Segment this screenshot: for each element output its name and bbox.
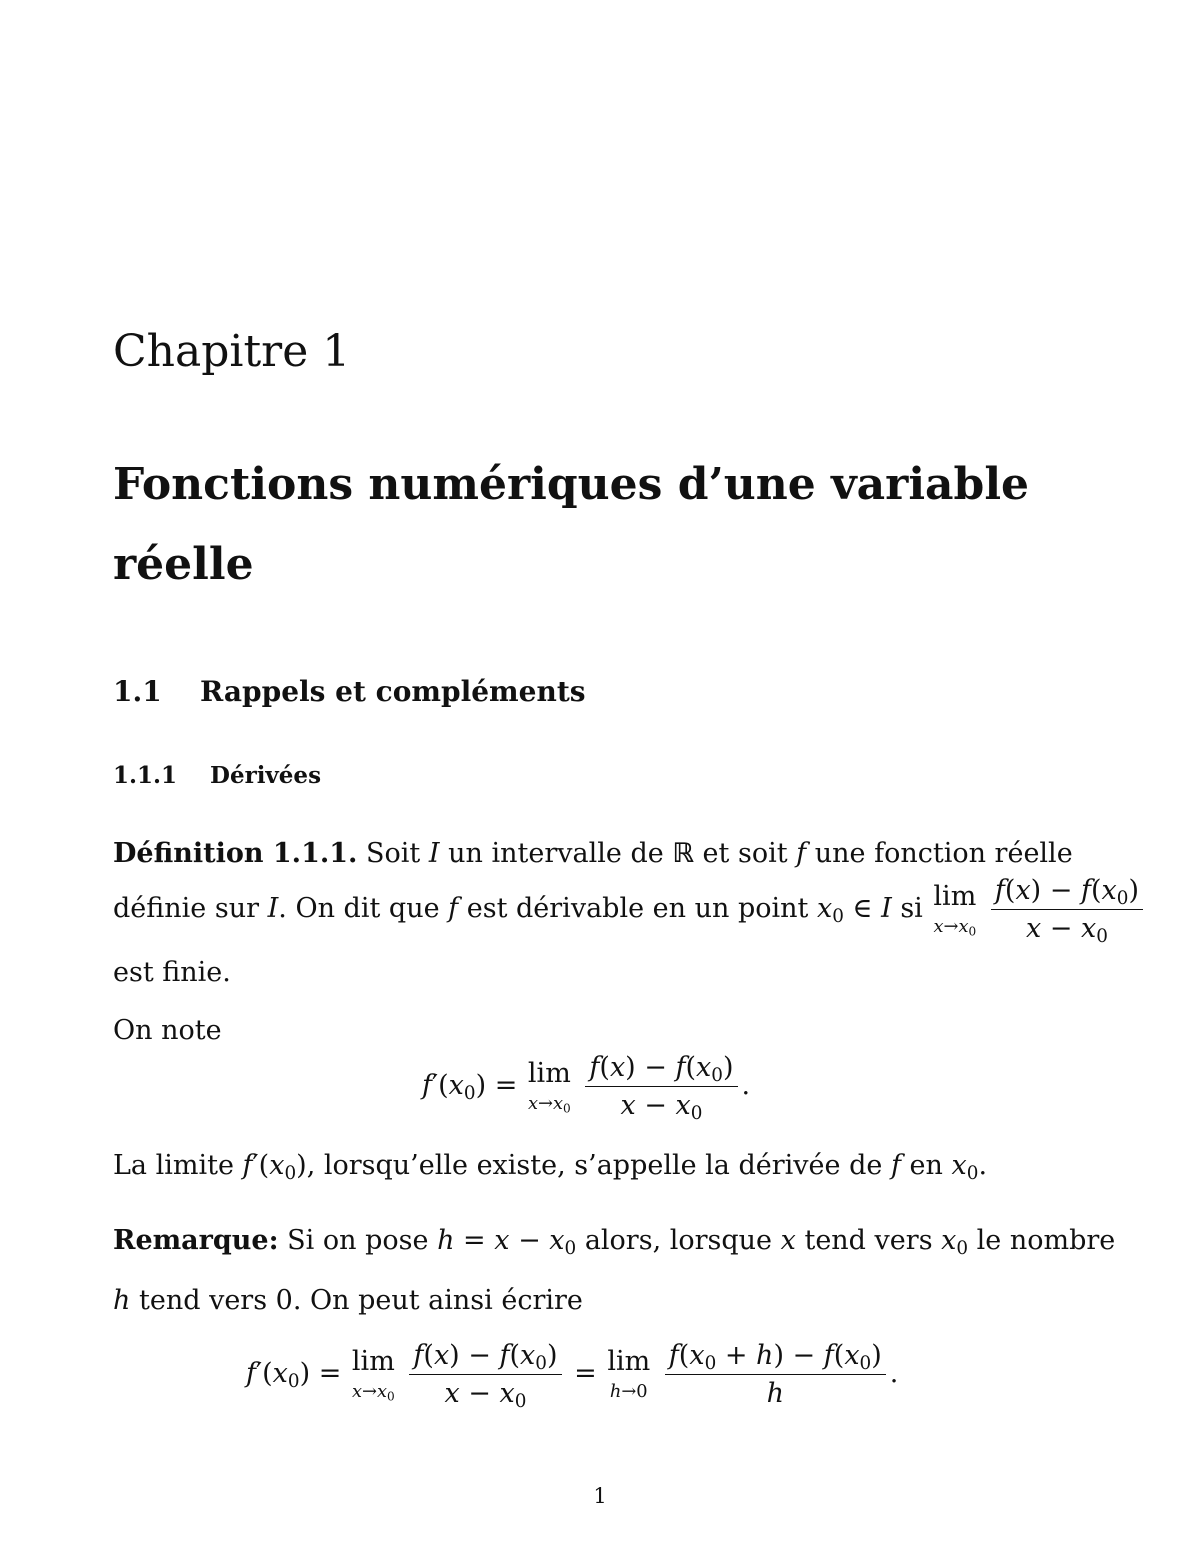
limit-operator-h: lim h→0	[607, 1346, 651, 1403]
real-numbers-symbol: ℝ	[672, 838, 694, 869]
limit-operator: lim $x\to x_0$	[933, 881, 977, 939]
page-number: 1	[593, 1484, 607, 1508]
derivative-alternate-equation: $f'(x_0)$ = lim $x\to x_0$ $\frac{f(x) - f(x_0)}{x - x_0}$ = lim h→0 $\frac{f(x_0 + h) - f(x_0)}{h}$ .	[246, 1340, 899, 1413]
chapter-label: Chapitre 1	[113, 326, 351, 377]
difference-quotient: $\frac{f(x) - f(x_0)}{x - x_0}$	[585, 1052, 737, 1121]
remark-line-1: Remarque: Si on pose $h = x - x_0$ alors, lorsque x tend vers $x_0$ le nombre	[113, 1225, 1116, 1260]
remark-line-2: h tend vers 0. On peut ainsi écrire	[113, 1285, 583, 1316]
difference-quotient: $\frac{f(x) - f(x_0)}{x - x_0}$	[409, 1340, 561, 1409]
limit-operator: lim $x\to x_0$	[351, 1346, 395, 1404]
definition-line-1: Définition 1.1.1. Soit I un intervalle de ℝ et soit f une fonction réelle	[113, 838, 1073, 869]
definition-line-3: est finie.	[113, 957, 231, 988]
on-note-text: On note	[113, 1015, 222, 1046]
subsection-title: Dérivées	[210, 762, 322, 789]
subsection-number: 1.1.1	[113, 762, 178, 789]
remark-label: Remarque:	[113, 1225, 279, 1256]
definition-label: Définition 1.1.1.	[113, 838, 358, 869]
section-title: Rappels et compléments	[200, 675, 586, 708]
definition-line-2: définie sur I. On dit que f est dérivable en un point $x_0$ ∈ I si lim $x\to x_0$ $\frac{f(x) - f(x_0)}{x - x_0}$	[113, 875, 1147, 944]
difference-quotient: $\frac{f(x) - f(x_0)}{x - x_0}$	[991, 875, 1143, 944]
limit-sentence: La limite $f'(x_0)$, lorsqu’elle existe, s’appelle la dérivée de f en $x_0$.	[113, 1150, 988, 1185]
section-number: 1.1	[113, 675, 162, 708]
derivative-definition-equation: $f'(x_0)$ = lim $x\to x_0$ $\frac{f(x) - f(x_0)}{x - x_0}$ .	[422, 1052, 751, 1125]
limit-operator: lim $x\to x_0$	[527, 1058, 571, 1116]
increment-quotient: $\frac{f(x_0 + h) - f(x_0)}{h}$	[665, 1340, 886, 1409]
chapter-title: Fonctions numériques d’une variable réelle	[113, 459, 1030, 590]
